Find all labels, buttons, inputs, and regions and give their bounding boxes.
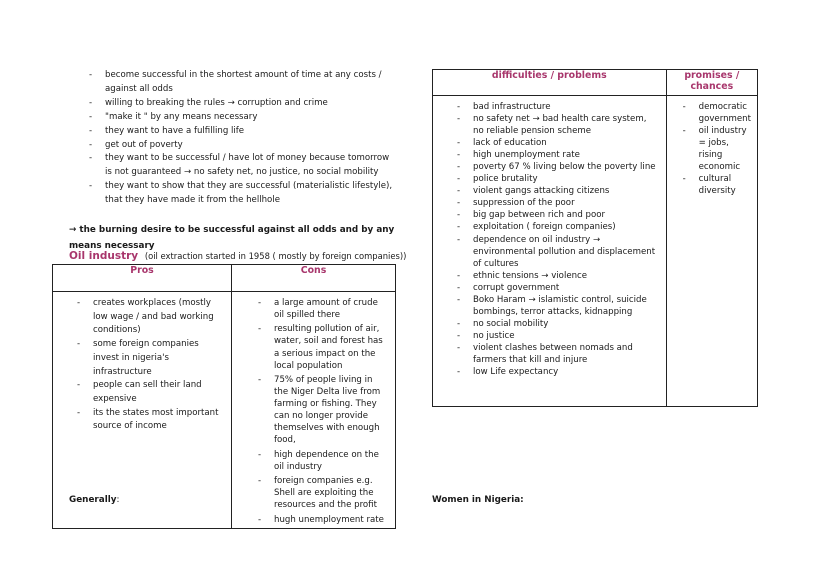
promises-cell bbox=[666, 96, 757, 407]
promise-item: - oil industry = jobs, rising economic bbox=[681, 125, 751, 173]
con-item: - hugh unemployment rate bbox=[256, 514, 389, 526]
pros-header: Pros bbox=[53, 265, 232, 292]
con-item: - 75% of people living in the Niger Delta live from farming or fishing. They can no longer provide themselves with enough food, bbox=[256, 374, 389, 447]
reason-item: - willing to breaking the rules → corruption and crime bbox=[87, 97, 397, 111]
pro-item: - creates workplaces (mostly low wage / and bad working conditions) bbox=[75, 297, 225, 338]
generally-heading bbox=[69, 494, 119, 506]
difficulties-header: difficulties / problems bbox=[433, 70, 667, 96]
generally-label: Generally bbox=[69, 495, 117, 505]
difficulty-item: - no justice bbox=[455, 330, 660, 342]
con-item: - foreign companies e.g. Shell are exploiting the resources and the profit bbox=[256, 475, 389, 511]
pro-item: - its the states most important source of income bbox=[75, 407, 225, 434]
pro-item: - some foreign companies invest in nigeria's infrastructure bbox=[75, 338, 225, 379]
oil-industry-heading bbox=[69, 250, 406, 262]
promise-item: - cultural diversity bbox=[681, 173, 751, 197]
cons-cell bbox=[232, 292, 396, 529]
reason-item: - they want to be successful / have lot of money because tomorrow is not guaranteed → no safety net, no justice, no social mobility bbox=[87, 152, 397, 180]
difficulty-item: - ethnic tensions → violence bbox=[455, 270, 660, 282]
difficulty-item: - bad infrastructure bbox=[455, 101, 660, 113]
difficulty-item: - violent gangs attacking citizens bbox=[455, 185, 660, 197]
difficulty-item: - no social mobility bbox=[455, 318, 660, 330]
difficulty-item: - lack of education bbox=[455, 137, 660, 149]
pros-cons-table bbox=[52, 264, 396, 529]
conclusion-text: → the burning desire to be successful against all odds and by any means necessary bbox=[69, 225, 395, 251]
reason-item: - they want to have a fulfilling life bbox=[87, 125, 397, 139]
pros-cell bbox=[53, 292, 232, 529]
cons-list bbox=[256, 297, 389, 526]
reasons-list bbox=[87, 69, 397, 208]
con-item: - resulting pollution of air, water, soil and forest has a serious impact on the local population bbox=[256, 323, 389, 371]
difficulty-item: - corrupt government bbox=[455, 282, 660, 294]
problems-promises-table bbox=[432, 69, 758, 407]
difficulty-item: - police brutality bbox=[455, 173, 660, 185]
promises-header: promises / chances bbox=[666, 70, 757, 96]
oil-industry-note: (oil extraction started in 1958 ( mostly by foreign companies)) bbox=[144, 251, 407, 261]
difficulty-item: - high unemployment rate bbox=[455, 149, 660, 161]
con-item: - a large amount of crude oil spilled there bbox=[256, 297, 389, 321]
reason-item: - become successful in the shortest amount of time at any costs / against all odds bbox=[87, 69, 397, 97]
difficulties-list bbox=[455, 101, 660, 378]
generally-colon: : bbox=[116, 495, 120, 505]
difficulty-item: - exploitation ( foreign companies) bbox=[455, 221, 660, 233]
difficulty-item: - suppression of the poor bbox=[455, 197, 660, 209]
con-item: - high dependence on the oil industry bbox=[256, 449, 389, 473]
difficulty-item: - Boko Haram → islamistic control, suicide bombings, terror attacks, kidnapping bbox=[455, 294, 660, 318]
oil-industry-title: Oil industry bbox=[69, 250, 139, 262]
promises-list bbox=[681, 101, 751, 197]
difficulties-cell bbox=[433, 96, 667, 407]
difficulty-item: - no safety net → bad health care system, no reliable pension scheme bbox=[455, 113, 660, 137]
cons-header: Cons bbox=[232, 265, 396, 292]
women-in-nigeria-heading: Women in Nigeria: bbox=[432, 495, 524, 505]
difficulty-item: - poverty 67 % living below the poverty line bbox=[455, 161, 660, 173]
pro-item: - people can sell their land expensive bbox=[75, 379, 225, 406]
reason-item: - get out of poverty bbox=[87, 139, 397, 153]
reason-item: - they want to show that they are successful (materialistic lifestyle), that they have made it from the hellhole bbox=[87, 180, 397, 208]
pros-list bbox=[75, 297, 225, 434]
difficulty-item: - dependence on oil industry → environmental pollution and displacement of cultures bbox=[455, 234, 660, 270]
reason-item: - "make it " by any means necessary bbox=[87, 111, 397, 125]
promise-item: - democratic government bbox=[681, 101, 751, 125]
difficulty-item: - violent clashes between nomads and farmers that kill and injure bbox=[455, 342, 660, 366]
difficulty-item: - low Life expectancy bbox=[455, 366, 660, 378]
difficulty-item: - big gap between rich and poor bbox=[455, 209, 660, 221]
